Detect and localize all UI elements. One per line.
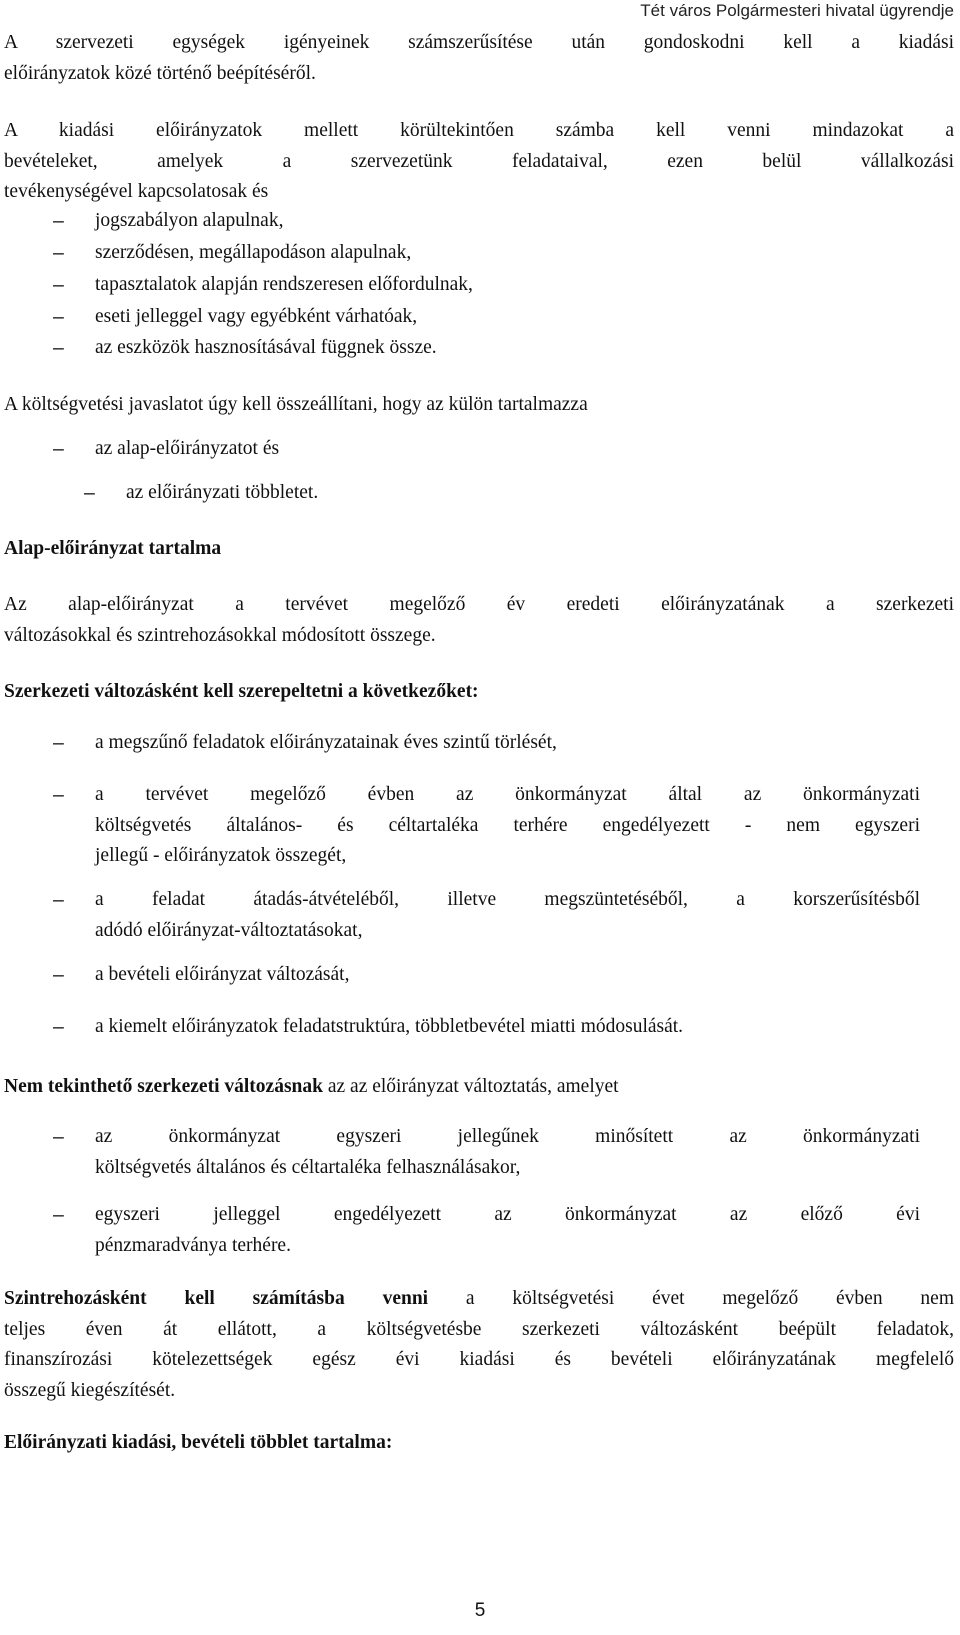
list-item: – tapasztalatok alapján rendszeresen előfordulnak,	[95, 270, 473, 301]
dash-bullet: –	[53, 1126, 64, 1148]
list-item: – a kiemelt előirányzatok feladatstruktúra, többletbevétel miatti módosulását.	[95, 1012, 920, 1043]
list-item: – a tervévet megelőző évben az önkormányzat által az önkormányzati költségvetés általános- és céltartaléka terhére engedélyezett - nem egyszeri jellegű - előirányzatok összegét,	[95, 780, 920, 872]
paragraph-5: Nem tekinthető szerkezeti változásnak az az előirányzat változtatás, amelyet	[4, 1076, 619, 1097]
paragraph-4	[4, 590, 954, 651]
list-item: – a bevételi előirányzat változását,	[95, 960, 920, 991]
dash-bullet: –	[53, 274, 64, 296]
dash-bullet: –	[53, 889, 64, 911]
dash-bullet: –	[53, 337, 64, 359]
page-number: 5	[474, 1600, 486, 1621]
dash-bullet: –	[53, 964, 64, 986]
paragraph-line: változásokkal és szintrehozásokkal módosított összege.	[4, 624, 436, 646]
paragraph-line: teljes éven át ellátott, a költségvetésbe szerkezeti változásként beépült feladatok,	[4, 1318, 954, 1340]
dash-bullet: –	[53, 438, 64, 460]
dash-bullet: –	[53, 1016, 64, 1038]
list-item: – egyszeri jelleggel engedélyezett az önkormányzat az előző évi pénzmaradványa terhére.	[95, 1200, 920, 1261]
dash-bullet: –	[53, 210, 64, 232]
paragraph-line: bevételeket, amelyek a szervezetünk feladataival, ezen belül vállalkozási	[4, 150, 954, 172]
paragraph-line: finanszírozási kötelezettségek egész évi kiadási és bevételi előirányzatának megfelelő	[4, 1349, 954, 1370]
paragraph-6	[4, 1284, 954, 1406]
paragraph-line: tevékenységével kapcsolatosak és	[4, 181, 269, 202]
paragraph-line: A szervezeti egységek igényeinek számszerűsítése után gondoskodni kell a kiadási	[4, 32, 954, 53]
paragraph-line: Az alap-előirányzat a tervévet megelőző év eredeti előirányzatának a szerkezeti	[4, 594, 954, 615]
list-item: – a megszűnő feladatok előirányzatainak éves szintű törlését,	[95, 728, 920, 759]
dash-bullet: –	[84, 482, 95, 504]
bold-phrase: Szintrehozásként kell számításba venni	[4, 1288, 429, 1309]
list-item: – jogszabályon alapulnak,	[95, 206, 283, 237]
list-item: – az előirányzati többletet.	[126, 478, 318, 509]
list-item: – az alap-előirányzatot és	[95, 434, 279, 465]
paragraph-line: előirányzatok közé történő beépítéséről.	[4, 62, 316, 84]
paragraph-1	[4, 28, 954, 89]
section-heading: Szerkezeti változásként kell szerepeltetni a következőket:	[4, 681, 479, 702]
dash-bullet: –	[53, 1204, 64, 1226]
dash-bullet: –	[53, 306, 64, 328]
running-header: Tét város Polgármesteri hivatal ügyrendje	[640, 1, 954, 20]
section-heading: Alap-előirányzat tartalma	[4, 538, 222, 559]
dash-bullet: –	[53, 784, 64, 806]
dash-bullet: –	[53, 732, 64, 754]
paragraph-line: Szintrehozásként kell számításba venni a költségvetési évet megelőző évben nem	[4, 1288, 954, 1309]
section-heading: Előirányzati kiadási, bevételi többlet tartalma:	[4, 1432, 393, 1453]
paragraph-2	[4, 116, 954, 208]
paragraph-line: A kiadási előirányzatok mellett körültekintően számba kell venni mindazokat a	[4, 120, 954, 141]
paragraph-line: összegű kiegészítését.	[4, 1379, 176, 1401]
list-item: – szerződésen, megállapodáson alapulnak,	[95, 238, 411, 269]
paragraph-3: A költségvetési javaslatot úgy kell összeállítani, hogy az külön tartalmazza	[4, 394, 588, 415]
list-item: – a feladat átadás-átvételéből, illetve megszüntetéséből, a korszerűsítésből adódó előirányzat-változtatásokat,	[95, 885, 920, 946]
list-item: – eseti jelleggel vagy egyébként várhatóak,	[95, 302, 417, 333]
bold-phrase: Nem tekinthető szerkezeti változásnak	[4, 1076, 323, 1097]
list-item: – az eszközök hasznosításával függnek össze.	[95, 333, 437, 364]
dash-bullet: –	[53, 242, 64, 264]
list-item: – az önkormányzat egyszeri jellegűnek minősített az önkormányzati költségvetés általános és céltartaléka felhasználásakor,	[95, 1122, 920, 1183]
